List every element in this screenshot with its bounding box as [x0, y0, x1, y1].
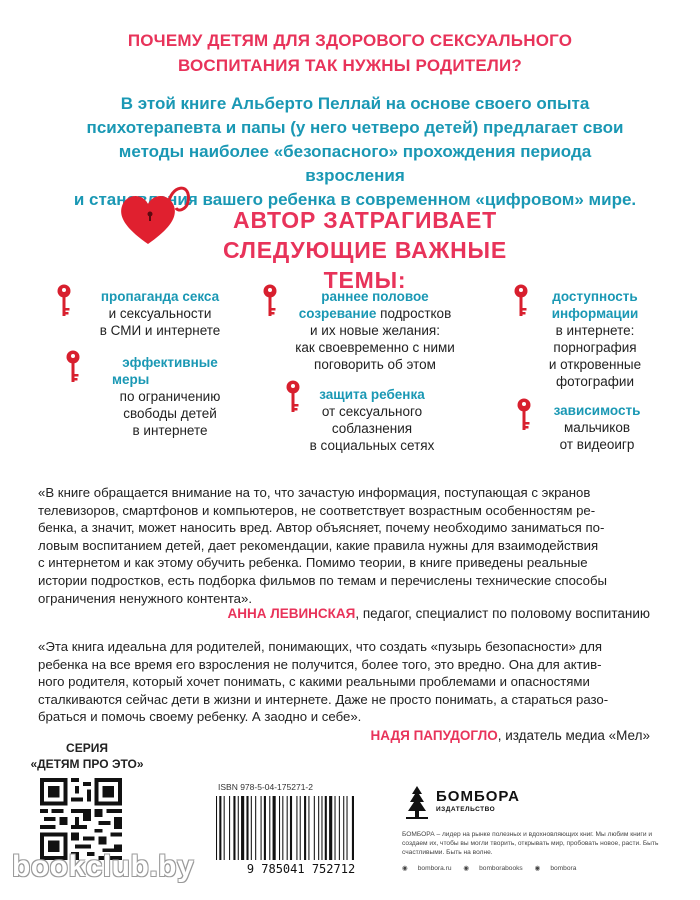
topic-highlight: информации — [551, 306, 639, 321]
barcode-bar — [238, 796, 239, 860]
barcode-bar — [229, 796, 230, 860]
topic-text: и их новые желания: — [310, 323, 440, 338]
quote-line: ограничения ненужного контента». — [38, 590, 252, 606]
topic-highlight: эффективные — [122, 355, 218, 370]
barcode-bar — [269, 796, 270, 860]
topic-item — [270, 288, 480, 373]
topic-text: по ограничению — [119, 389, 221, 404]
publisher-name: БОМБОРА — [436, 788, 520, 805]
topic-text: мальчиков — [563, 420, 631, 435]
topic-text: фотографии — [556, 374, 634, 389]
barcode-bar — [321, 796, 322, 860]
topic-highlight: защита ребенка — [319, 387, 425, 402]
barcode-bar — [251, 796, 252, 860]
watermark: bookclub.by — [12, 850, 195, 883]
barcode-bar — [325, 796, 327, 860]
topic-highlight: созревание — [298, 306, 377, 321]
barcode-bar — [296, 796, 297, 860]
barcode-bar — [241, 796, 244, 860]
barcode-bar — [308, 796, 309, 860]
barcode-bar — [339, 796, 340, 860]
barcode-bar — [264, 796, 266, 860]
quote-line: бенка, а значит, может наносить вред. Автор объясняет, почему необходимо заниматься по- — [38, 520, 605, 536]
isbn-text: ISBN 978-5-04-175271-2 — [218, 782, 313, 792]
topics-heading — [180, 205, 550, 295]
topic-item — [520, 288, 670, 390]
barcode-bar — [216, 796, 217, 860]
qr-code — [40, 778, 122, 860]
barcode-bar — [352, 796, 354, 860]
quote-signature — [227, 606, 650, 621]
quote-line: телевизоров, смартфонов и компьютеров, не соответствует возрастным особенностям ре- — [38, 502, 596, 518]
quote-line: ловым воспитанием детей, дает рекомендации, какие правила нужны для взаимодействия — [38, 537, 599, 553]
barcode-bar — [233, 796, 235, 860]
globe-icon: ◉ — [402, 865, 408, 872]
signature-name: АННА ЛЕВИНСКАЯ — [227, 606, 356, 621]
topic-item — [282, 386, 462, 454]
topic-item — [70, 288, 250, 339]
topic-text: порнография — [553, 340, 637, 355]
topic-highlight: зависимость — [553, 403, 641, 418]
barcode-bar — [261, 796, 262, 860]
barcode-number: 9 785041 752712 — [246, 862, 356, 876]
quote-paragraph — [38, 484, 662, 607]
social-link: bomborabooks — [479, 865, 523, 872]
topic-text: от видеоигр — [559, 437, 635, 452]
series-caption: СЕРИЯ — [66, 741, 108, 755]
barcode-bar — [273, 796, 276, 860]
series-label — [22, 740, 152, 772]
quote-line: «Эта книга идеальна для родителей, понимающих, что создать «пузырь безопасности» для — [38, 639, 603, 654]
topic-item — [532, 402, 662, 453]
publisher-subtitle: ИЗДАТЕЛЬСТВО — [436, 806, 496, 813]
quote-signature — [371, 728, 650, 743]
topic-highlight: пропаганда секса — [100, 289, 220, 304]
quote-line: ребенка на все время его взросления не получится, более того, это вредно. Она для актив- — [38, 656, 602, 672]
barcode-bar — [255, 796, 256, 860]
signature-name: НАДЯ ПАПУДОГЛО — [370, 728, 498, 743]
barcode-bar — [304, 796, 306, 860]
topic-text: в социальных сетях — [309, 438, 435, 453]
barcode-bar — [343, 796, 344, 860]
barcode-bar — [282, 796, 283, 860]
heading-line: АВТОР ЗАТРАГИВАЕТ — [233, 207, 497, 233]
topic-text: в СМИ и интернете — [99, 323, 221, 338]
quote-line: сталкиваются сейчас дети в жизни и интернете. Даже не просто понимать, а стараться разо- — [38, 691, 609, 707]
quote-line: «В книге обращается внимание на то, что зачастую информация, поступающая с экранов — [38, 485, 591, 500]
barcode-bar — [335, 796, 336, 860]
barcode-bar — [314, 796, 315, 860]
barcode-bar — [224, 796, 225, 860]
bombora-logo-icon — [402, 784, 432, 822]
quote-line: ного родителя, который хочет понимать, с какими реальными проблемами и опасностями — [38, 674, 590, 690]
intro-line: методы наиболее «безопасного» прохождения периода взросления — [118, 142, 592, 185]
topic-text: свободы детей — [123, 406, 217, 421]
quote-paragraph — [38, 638, 662, 726]
topic-text: и откровенные — [548, 357, 642, 372]
quote-line: с интернетом и как этому обучить ребенка. Помимо теории, в книге приведены реальные — [38, 555, 588, 571]
topic-text: подростков — [380, 306, 452, 321]
social-icon: ◉ — [463, 865, 470, 872]
topic-highlight: доступность — [552, 289, 638, 304]
title-line: ПОЧЕМУ ДЕТЯМ ДЛЯ ЗДОРОВОГО СЕКСУАЛЬНОГО — [127, 31, 573, 50]
barcode-bar — [300, 796, 301, 860]
barcode — [212, 796, 390, 860]
barcode-bar — [219, 796, 221, 860]
barcode-bar — [329, 796, 332, 860]
topic-text: в интернете: — [555, 323, 635, 338]
topic-text: как своевременно с ними — [295, 340, 455, 355]
quote-line: истории подростков, есть подборка фильмов по темам и перечислены технические способы — [38, 572, 608, 588]
series-name: «ДЕТЯМ ПРО ЭТО» — [30, 757, 144, 771]
topic-text: соблазнения — [331, 421, 413, 436]
topic-highlight: меры — [112, 372, 150, 387]
topic-item — [70, 354, 270, 439]
back-cover-title — [0, 28, 700, 78]
intro-line: В этой книге Альберто Пеллай на основе своего опыта — [120, 94, 590, 113]
signature-role: , издатель медиа «Мел» — [497, 728, 650, 743]
barcode-bar — [287, 796, 288, 860]
social-link: bombora — [550, 865, 577, 872]
topic-highlight: раннее половое — [321, 289, 429, 304]
barcode-bar — [246, 796, 248, 860]
barcode-bar — [347, 796, 348, 860]
topic-text: в интернете — [132, 423, 208, 438]
topic-text: от сексуального — [321, 404, 423, 419]
topic-text: поговорить об этом — [314, 357, 436, 372]
key-icon — [516, 398, 532, 432]
barcode-bar — [279, 796, 280, 860]
publisher-socials — [402, 864, 682, 872]
barcode-bar — [290, 796, 292, 860]
intro-line: психотерапевта и папы (у него четверо детей) предлагает свои — [86, 118, 624, 137]
quote-line: браться и помочь своему ребенку. А заодно и себе». — [38, 709, 362, 725]
heading-line: СЛЕДУЮЩИЕ ВАЖНЫЕ ТЕМЫ: — [222, 237, 508, 293]
intro-line: и становления вашего ребенка в современном «цифровом» мире. — [73, 190, 637, 209]
social-icon: ◉ — [534, 865, 541, 872]
social-link: bombora.ru — [417, 865, 452, 872]
publisher-about: БОМБОРА – лидер на рынке полезных и вдохновляющих книг. Мы любим книги и создаем их, чтобы вы могли творить, открывать мир, пробовать новое, расти. Быть счастливыми. Быть на волне. — [402, 831, 659, 856]
barcode-bar — [318, 796, 319, 860]
topic-text: и сексуальности — [108, 306, 212, 321]
signature-role: , педагог, специалист по половому воспитанию — [355, 606, 650, 621]
title-line: ВОСПИТАНИЯ ТАК НУЖНЫ РОДИТЕЛИ? — [177, 56, 523, 75]
